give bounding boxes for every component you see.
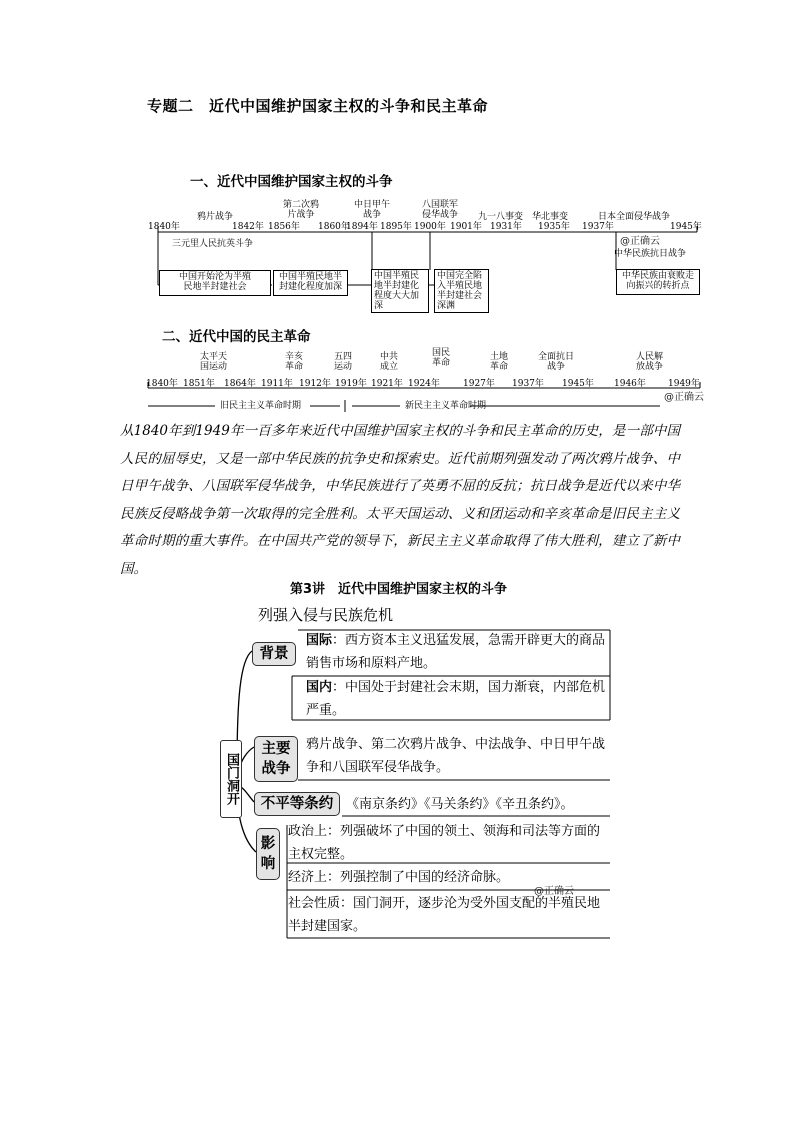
event-eight-nation-alliance: 八国联军 侵华战争 — [422, 200, 459, 220]
watermark: @正确云 — [534, 886, 574, 897]
year-1935: 1935年 — [538, 222, 570, 232]
impact-political: 政治上：列强破坏了中国的领土、领海和司法等方面的主权完整。 — [288, 824, 601, 862]
box-greatly-deepened: 中国半殖民 地半封建化 程度大大加 深 — [371, 269, 429, 313]
year-1842: 1842年 — [232, 222, 264, 232]
intl-text: ：西方资本主义迅猛发展，急需开辟更大的商品销售市场和原料产地。 — [306, 633, 606, 671]
year-1919: 1919年 — [335, 379, 367, 389]
year-1851: 1851年 — [183, 379, 215, 389]
event-full-invasion: 日本全面侵华战争 — [598, 212, 671, 222]
year-1924: 1924年 — [408, 379, 440, 389]
sanyuanli-label: 三元里人民抗英斗争 — [172, 239, 254, 249]
event-taiping: 太平天 国运动 — [200, 352, 228, 372]
impact-economic: 经济上：列强控制了中国的经济命脉。 — [288, 870, 510, 885]
subtopic-title: 列强入侵与民族危机 — [258, 606, 394, 624]
intl-background — [306, 629, 606, 675]
year-1937: 1937年 — [582, 222, 614, 232]
year-1901: 1901年 — [450, 222, 482, 232]
section1-heading: 一、近代中国维护国家主权的斗争 — [190, 174, 393, 190]
event-national-revolution: 国民 革命 — [432, 348, 451, 368]
period-new-democratic: 新民主主义革命时期 — [405, 401, 487, 411]
label-impact: 影 响 — [256, 828, 280, 880]
event-sino-japanese-war: 中日甲午 战争 — [354, 200, 391, 220]
year-1840: 1840年 — [148, 222, 180, 232]
year-1900: 1900年 — [414, 222, 446, 232]
mindmap — [0, 620, 794, 950]
label-main-wars: 主要 战争 — [254, 736, 298, 782]
lecture-title: 第3讲 近代中国维护国家主权的斗争 — [290, 582, 508, 597]
watermark: @正确云 — [620, 236, 660, 247]
revolution-timeline — [0, 340, 794, 415]
event-second-opium-war: 第二次鸦 片战争 — [283, 200, 320, 220]
impact-social: 社会性质：国门洞开，逐步沦为受外国支配的半殖民地半封建国家。 — [288, 896, 601, 934]
event-full-resistance: 全面抗日 战争 — [538, 352, 575, 372]
year-1937: 1937年 — [512, 379, 544, 389]
year-1840: 1840年 — [146, 379, 178, 389]
box-deepened: 中国半殖民地半 封建化程度加深 — [273, 270, 348, 296]
event-north-china: 华北事变 — [532, 212, 569, 222]
year-1945: 1945年 — [562, 379, 594, 389]
sovereignty-timeline — [0, 0, 794, 330]
event-land-revolution: 土地 革命 — [490, 352, 509, 372]
year-1921: 1921年 — [371, 379, 403, 389]
dom-key: 国内 — [306, 680, 333, 695]
year-1860: 1860年 — [318, 222, 350, 232]
year-1946: 1946年 — [614, 379, 646, 389]
intl-key: 国际 — [306, 633, 333, 648]
wars-text: 鸦片战争、第二次鸦片战争、中法战争、中日甲午战争和八国联军侵华战争。 — [306, 737, 606, 775]
mindmap-center: 国门洞开 — [220, 740, 242, 818]
event-ccp-founding: 中共 成立 — [380, 352, 399, 372]
year-1894: 1894年 — [346, 222, 378, 232]
box-turning-point: 中华民族由衰败走 向振兴的转折点 — [616, 269, 700, 295]
year-1911: 1911年 — [261, 379, 293, 389]
dom-text: ：中国处于封建社会末期，国力渐衰，内部危机严重。 — [306, 680, 606, 718]
year-1912: 1912年 — [299, 379, 331, 389]
year-1927: 1927年 — [463, 379, 495, 389]
summary-paragraph: 从1840年到1949年一百多年来近代中国维护国家主权的斗争和民主革命的历史，是一部中国人民的屈辱史，又是一部中华民族的抗争史和探索史。近代前期列强发动了两次鸦片战争、中日甲午战争、八国联军侵华战争，中华民族进行了英勇不屈的反抗；抗日战争是近代以来中华民族反侵略战争第一次取得的完全胜利。太平天国运动、义和团运动和辛亥革命是旧民主主义革命时期的重大事件。在中国共产党的领导下，新民主主义革命取得了伟大胜利，建立了新中国。 — [120, 423, 680, 577]
year-1945: 1945年 — [670, 222, 702, 232]
event-opium-war: 鸦片战争 — [197, 212, 234, 222]
year-1895: 1895年 — [380, 222, 412, 232]
label-unequal-treaties: 不平等条约 — [254, 792, 340, 816]
event-liberation-war: 人民解 放战争 — [636, 352, 664, 372]
year-1931: 1931年 — [490, 222, 522, 232]
event-may4: 五四 运动 — [334, 352, 353, 372]
treaty-text: 《南京条约》《马关条约》《辛丑条约》。 — [346, 797, 574, 812]
event-xinhai: 辛亥 革命 — [285, 352, 304, 372]
year-1864: 1864年 — [224, 379, 256, 389]
section2-heading: 二、近代中国的民主革命 — [162, 329, 311, 345]
box-semicolonial-start: 中国开始沦为半殖 民地半封建社会 — [159, 270, 271, 296]
event-sept18: 九一八事变 — [478, 212, 524, 222]
domestic-background — [306, 676, 606, 722]
year-1856: 1856年 — [268, 222, 300, 232]
box-fully-sunk: 中国完全陷 入半殖民地 半封建社会 深渊 — [434, 269, 489, 313]
anti-japanese-label: 中华民族抗日战争 — [614, 249, 687, 259]
topic-title: 专题二 近代中国维护国家主权的斗争和民主革命 — [147, 97, 489, 115]
watermark: @正确云 — [664, 392, 704, 403]
label-background: 背景 — [252, 642, 296, 666]
period-old-democratic: 旧民主主义革命时期 — [220, 401, 302, 411]
year-1949: 1949年 — [668, 379, 700, 389]
